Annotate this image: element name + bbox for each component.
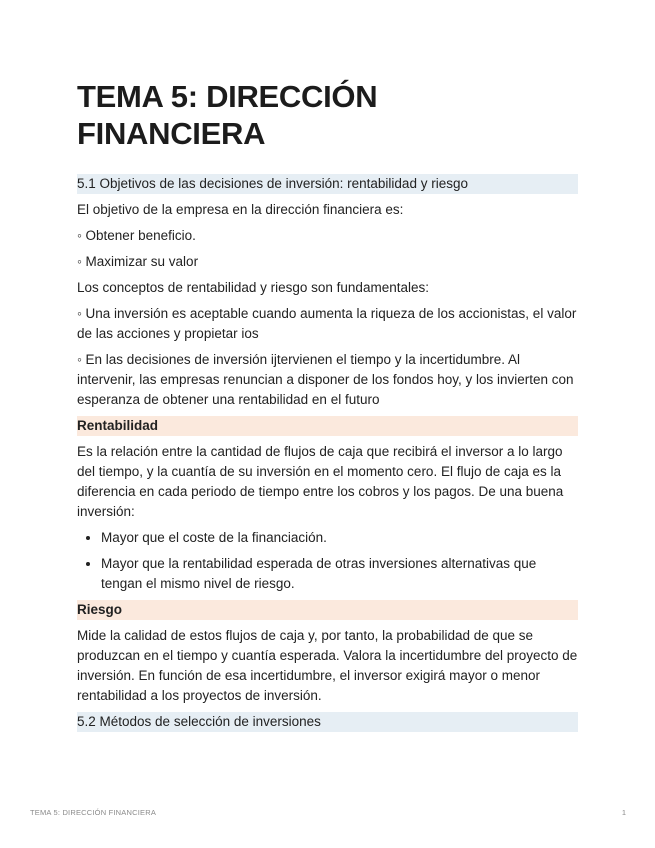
document-page (77, 78, 578, 732)
section-heading-5-1: 5.1 Objetivos de las decisiones de inversión: rentabilidad y riesgo (77, 174, 578, 194)
paragraph-objective: El objetivo de la empresa en la dirección financiera es: (77, 202, 404, 217)
paragraph-valor: ◦ Maximizar su valor (77, 254, 199, 269)
subheading-rentabilidad: Rentabilidad (77, 416, 578, 436)
rentabilidad-list (77, 528, 578, 594)
page-title (77, 78, 578, 152)
subheading-riesgo: Riesgo (77, 600, 578, 620)
title-line-1: TEMA 5: DIRECCIÓN (77, 79, 378, 114)
page-number: 1 (621, 808, 626, 817)
paragraph-tiempo: ◦ En las decisiones de inversión ijtervienen el tiempo y la incertidumbre. Al intervenir, las empresas renuncian a disponer de los fondos hoy, y los invierten con esperanza de obtener una rentabilidad en el futuro (77, 352, 574, 407)
list-item: • Mayor que el coste de la financiación. (101, 528, 578, 548)
footer-title: TEMA 5: DIRECCIÓN FINANCIERA (30, 808, 157, 817)
paragraph-aceptable: ◦ Una inversión es aceptable cuando aumenta la riqueza de los accionistas, el valor de las acciones y propietar ios (77, 306, 577, 341)
paragraph-riesgo: Mide la calidad de estos flujos de caja y, por tanto, la probabilidad de que se produzcan en el tiempo y cuantía esperada. Valora la incertidumbre del proyecto de inversión. En función de esa incertidumbre, el inversor exigirá mayor o menor rentabilidad a los proyectos de inversión. (77, 628, 578, 703)
list-item: • Mayor que la rentabilidad esperada de otras inversiones alternativas que tengan el mismo nivel de riesgo. (101, 554, 578, 594)
title-line-2: FINANCIERA (77, 116, 266, 151)
paragraph-beneficio: ◦ Obtener beneficio. (77, 228, 196, 243)
paragraph-rentabilidad: Es la relación entre la cantidad de flujos de caja que recibirá el inversor a lo largo del tiempo, y la cuantía de su inversión en el momento cero. El flujo de caja es la diferencia en cada periodo de tiempo entre los cobros y los pagos. De una buena inversión: (77, 444, 564, 519)
paragraph-conceptos: Los conceptos de rentabilidad y riesgo son fundamentales: (77, 280, 429, 295)
section-heading-5-2: 5.2 Métodos de selección de inversiones (77, 712, 578, 732)
